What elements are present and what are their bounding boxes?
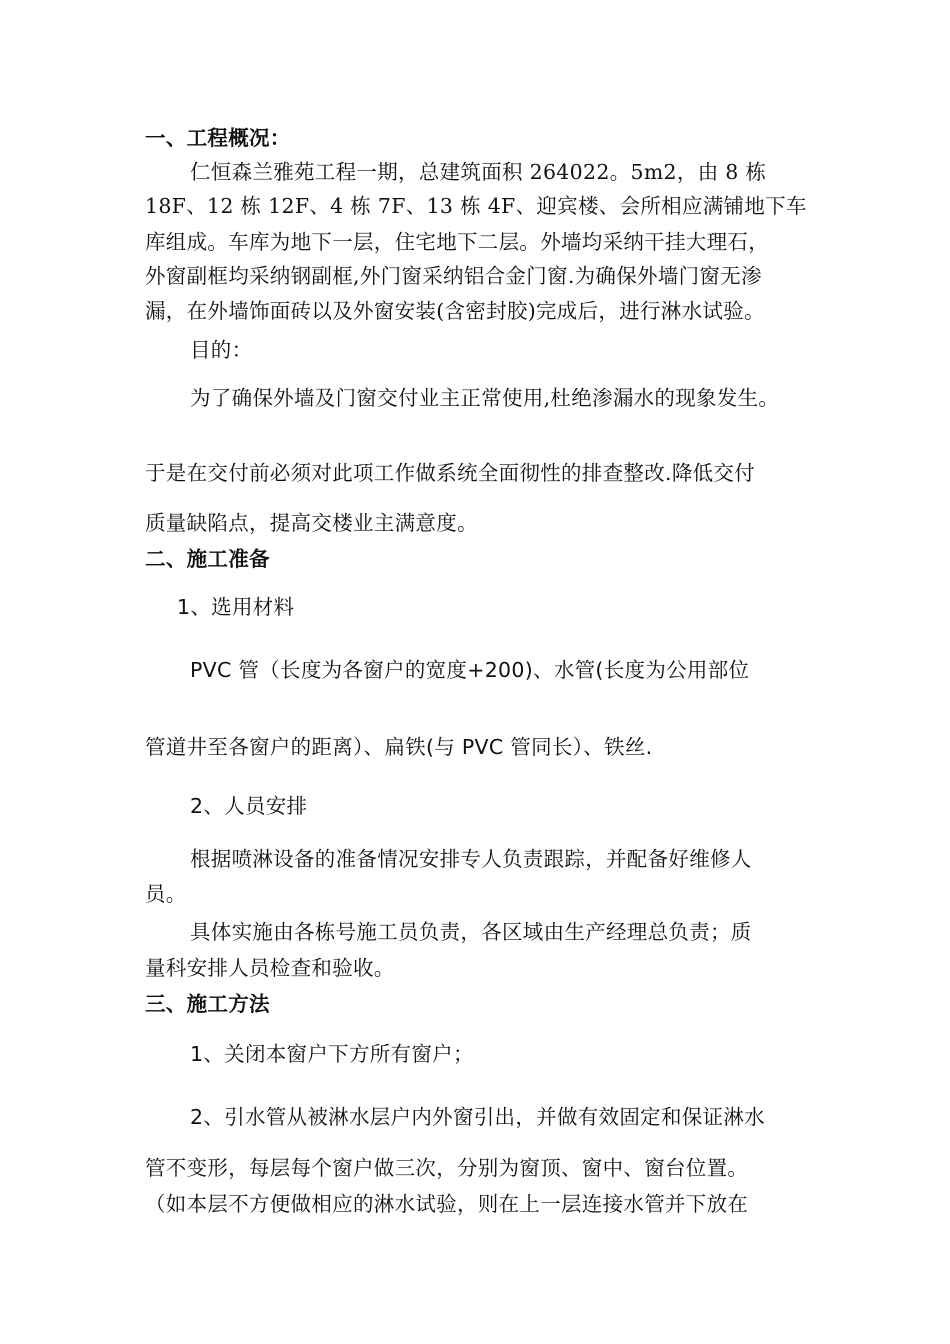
paragraph-line: 质量缺陷点，提高交楼业主满意度。 [145,511,478,535]
paragraph-line: 18F、12 栋 12F、4 栋 7F、13 栋 4F、迎宾楼、会所相应满铺地下车 [145,194,807,218]
paragraph-line: 外窗副框均采纳钢副框,外门窗采纳铝合金门窗.为确保外墙门窗无渗 [145,264,762,288]
paragraph-line: （如本层不方便做相应的淋水试验，则在上一层连接水管并下放在 [145,1192,749,1216]
paragraph-line: 管不变形，每层每个窗户做三次，分别为窗顶、窗中、窗台位置。 [145,1156,749,1180]
method-step-2: 2、引水管从被淋水层户内外窗引出，并做有效固定和保证淋水 [190,1105,765,1129]
paragraph-line: 仁恒森兰雅苑工程一期，总建筑面积 264022。5m2，由 8 栋 [190,160,767,184]
paragraph-line: PVC 管（长度为各窗户的宽度+200)、水管(长度为公用部位 [190,658,750,682]
paragraph-line: 根据喷淋设备的准备情况安排专人负责跟踪，并配备好维修人 [190,847,752,871]
paragraph-line: 为了确保外墙及门窗交付业主正常使用,杜绝渗漏水的现象发生。 [190,386,780,410]
method-step-1: 1、关闭本窗户下方所有窗户； [190,1042,474,1066]
subheading-materials: 1、选用材料 [177,595,295,619]
paragraph-line: 库组成。车库为地下一层，住宅地下二层。外墙均采纳干挂大理石， [145,230,769,254]
section-heading-preparation: 二、施工准备 [145,547,270,571]
paragraph-line: 具体实施由各栋号施工员负责，各区域由生产经理总负责；质 [190,920,752,944]
section-heading-project-overview: 一、工程概况： [145,126,291,150]
paragraph-line: 漏，在外墙饰面砖以及外窗安装(含密封胶)完成后，进行淋水试验。 [145,299,765,323]
paragraph-line: 管道井至各窗户的距离）、扁铁(与 PVC 管同长）、铁丝. [145,735,653,759]
section-heading-method: 三、施工方法 [145,992,270,1016]
purpose-label: 目的： [190,338,253,362]
paragraph-line: 员。 [145,882,187,906]
paragraph-line: 于是在交付前必须对此项工作做系统全面彻性的排查整改.降低交付 [145,461,756,485]
subheading-staffing: 2、人员安排 [190,794,308,818]
paragraph-line: 量科安排人员检查和验收。 [145,956,395,980]
